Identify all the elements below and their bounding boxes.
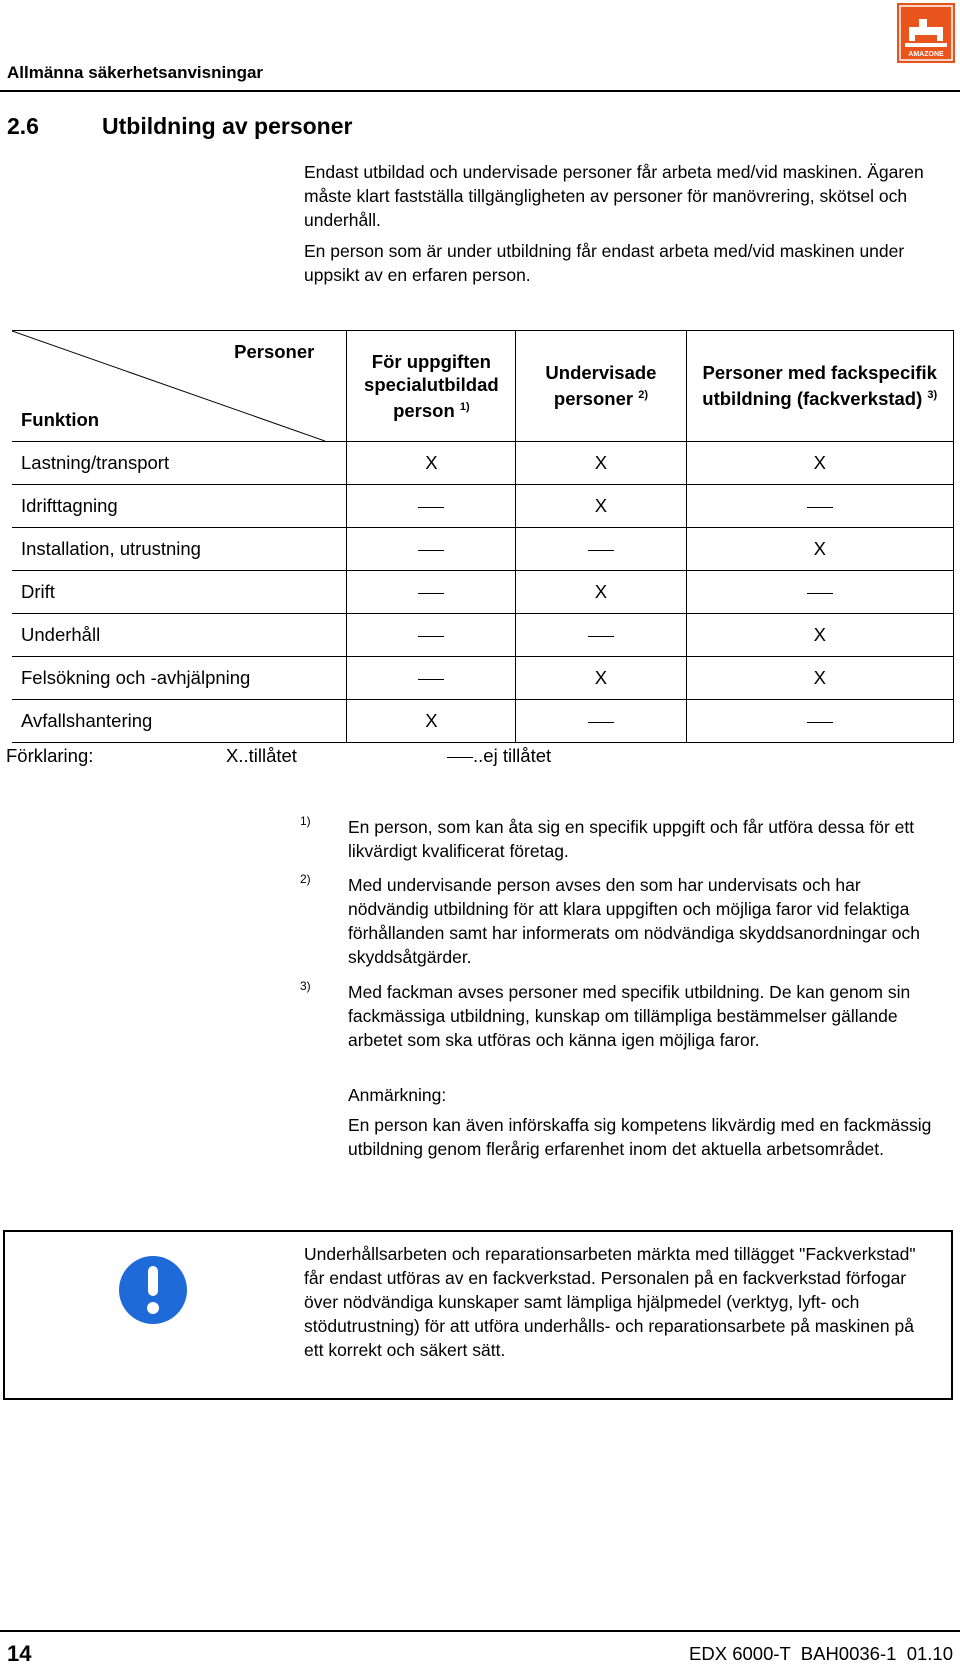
table-row <box>12 528 954 571</box>
not-allowed-dash <box>516 528 686 571</box>
column-header-specialist: För uppgiften specialutbildad person $^{1)}$ <box>347 331 516 442</box>
not-allowed-dash <box>686 485 954 528</box>
legend-label: Förklaring: <box>6 745 94 766</box>
function-label: Installation, utrustning <box>12 528 347 571</box>
legend-allowed: X..tillåtet <box>226 745 297 766</box>
allowed-mark: X <box>686 442 954 485</box>
dash-symbol <box>418 507 444 508</box>
table-row <box>12 700 954 743</box>
dash-symbol <box>588 722 614 723</box>
legend-not-allowed: ..ej tillåtet <box>447 745 551 767</box>
dash-symbol <box>418 550 444 551</box>
table-row <box>12 657 954 700</box>
corner-label-funktion: Funktion <box>21 409 100 430</box>
column-header-instructed: Undervisade personer $^{2)}$ <box>516 331 686 442</box>
header-title: Allmänna säkerhetsanvisningar <box>7 63 264 82</box>
not-allowed-dash <box>516 700 686 743</box>
function-personnel-table <box>12 330 954 743</box>
logo-text: AMAZONE <box>908 51 944 58</box>
dash-symbol <box>807 722 833 723</box>
document-code: EDX 6000-T BAH0036-1 01.10 <box>689 1643 953 1664</box>
allowed-mark: X <box>347 700 516 743</box>
amazone-logo <box>897 3 955 63</box>
table-corner-cell <box>12 331 347 442</box>
not-allowed-dash <box>686 700 954 743</box>
function-label: Underhåll <box>12 614 347 657</box>
exclamation-icon <box>117 1254 189 1331</box>
not-allowed-dash <box>516 614 686 657</box>
not-allowed-dash <box>686 571 954 614</box>
allowed-mark: X <box>516 442 686 485</box>
dash-symbol <box>588 636 614 637</box>
intro-paragraph-1: Endast utbildad och undervisade personer får arbeta med/vid maskinen. Ägaren måste klart fastställa tillgängligheten av personer för manövrering, skötsel och underhåll. <box>304 162 924 230</box>
footer-divider <box>0 1630 960 1632</box>
section-title: Utbildning av personer <box>102 113 353 139</box>
corner-label-personer: Personer <box>234 341 315 362</box>
allowed-mark: X <box>347 442 516 485</box>
dash-symbol <box>588 550 614 551</box>
function-label: Felsökning och -avhjälpning <box>12 657 347 700</box>
function-label: Avfallshantering <box>12 700 347 743</box>
column-header-workshop: Personer med fackspecifik utbildning (fackverkstad) $^{3)}$ <box>686 331 954 442</box>
header-divider <box>0 90 960 92</box>
table-row <box>12 614 954 657</box>
not-allowed-dash <box>347 571 516 614</box>
not-allowed-dash <box>347 485 516 528</box>
function-label: Idrifttagning <box>12 485 347 528</box>
function-label: Lastning/transport <box>12 442 347 485</box>
not-allowed-dash <box>347 657 516 700</box>
allowed-mark: X <box>686 614 954 657</box>
allowed-mark: X <box>686 657 954 700</box>
function-label: Drift <box>12 571 347 614</box>
allowed-mark: X <box>516 485 686 528</box>
not-allowed-dash <box>347 614 516 657</box>
table-row <box>12 442 954 485</box>
dash-symbol <box>418 679 444 680</box>
dash-symbol <box>807 593 833 594</box>
allowed-mark: X <box>686 528 954 571</box>
section-heading <box>7 113 352 140</box>
dash-symbol <box>418 636 444 637</box>
notice-text: Underhållsarbeten och reparationsarbeten märkta med tillägget "Fackverkstad" får endast utföras av en fackverkstad. Personalen på en fackverkstad förfogar över nödvändiga kunskaper samt lämpliga hjälpmedel (verktyg, lyft- och stödutrustning) för att utföra underhålls- och reparationsarbete på maskinen på ett korrekt och säkert sätt. <box>304 1244 916 1360</box>
dash-symbol <box>807 507 833 508</box>
workshop-notice-box <box>3 1230 953 1400</box>
section-number: 2.6 <box>7 113 39 139</box>
page-number: 14 <box>7 1641 32 1666</box>
dash-symbol <box>447 757 473 758</box>
table-row <box>12 485 954 528</box>
not-allowed-dash <box>347 528 516 571</box>
allowed-mark: X <box>516 657 686 700</box>
allowed-mark: X <box>516 571 686 614</box>
table-row <box>12 571 954 614</box>
dash-symbol <box>418 593 444 594</box>
intro-paragraph-2: En person som är under utbildning får endast arbeta med/vid maskinen under uppsikt av en erfaren person. <box>304 241 905 285</box>
